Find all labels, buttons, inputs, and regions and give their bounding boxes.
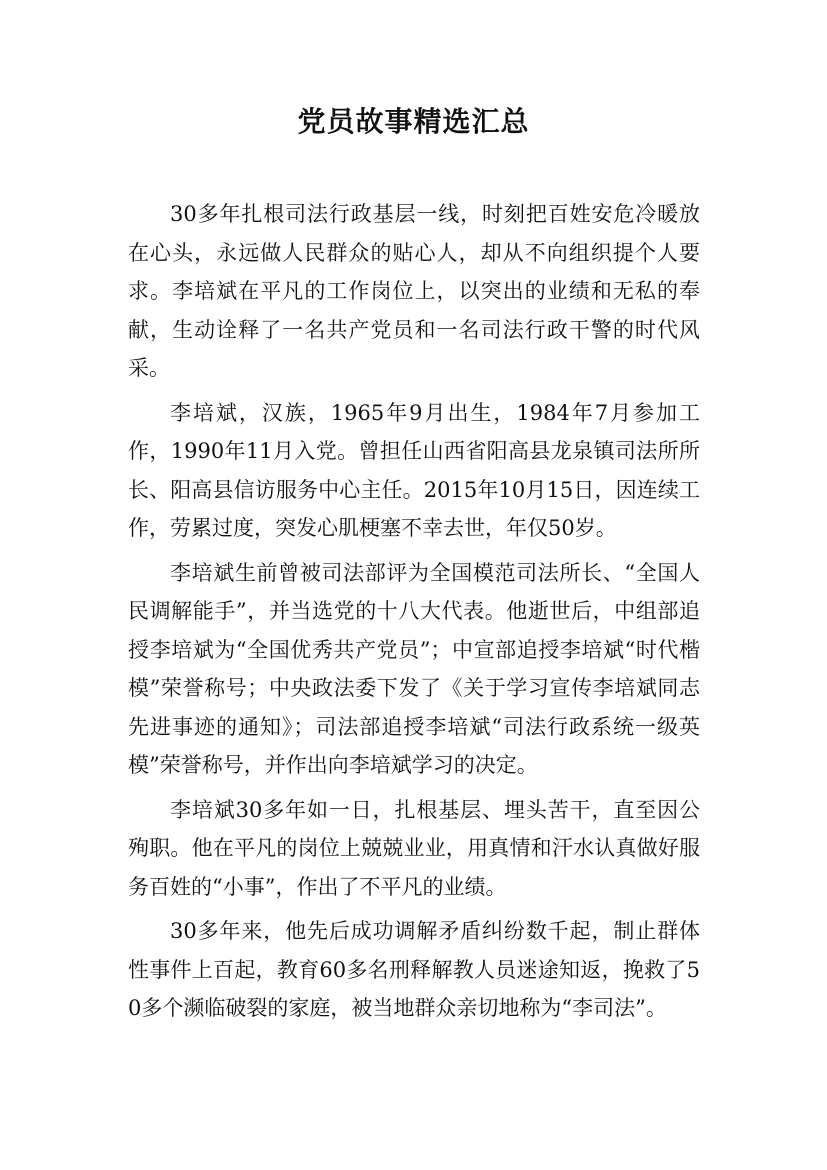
paragraph-1: 30多年扎根司法行政基层一线，时刻把百姓安危冷暖放在心头，永远做人民群众的贴心人，却从不向组织提个人要求。李培斌在平凡的工作岗位上，以突出的业绩和无私的奉献，生动诠释了一名共产党员和一名司法行政干警的时代风采。 [128, 202, 700, 380]
paragraph-2: 李培斌，汉族，1965年9月出生，1984年7月参加工作，1990年11月入党。曾担任山西省阳高县龙泉镇司法所所长、阳高县信访服务中心主任。2015年10月15日，因连续工作，劳累过度，突发心肌梗塞不幸去世，年仅50岁。 [128, 400, 700, 540]
document-body [128, 195, 700, 1034]
paragraph-4: 李培斌30多年如一日，扎根基层、埋头苦干，直至因公殉职。他在平凡的岗位上兢兢业业，用真情和汗水认真做好服务百姓的“小事”，作出了不平凡的业绩。 [128, 797, 700, 899]
paragraph-5: 30多年来，他先后成功调解矛盾纠纷数千起，制止群体性事件上百起，教育60多名刑释解教人员迷途知返，挽救了50多个濒临破裂的家庭，被当地群众亲切地称为“李司法”。 [128, 919, 700, 1020]
paragraph-3: 李培斌生前曾被司法部评为全国模范司法所长、“全国人民调解能手”，并当选党的十八大代表。他逝世后，中组部追授李培斌为“全国优秀共产党员”；中宣部追授李培斌“时代楷模”荣誉称号；中央政法委下发了《关于学习宣传李培斌同志先进事迹的通知》；司法部追授李培斌“司法行政系统一级英模”荣誉称号，并作出向李培斌学习的决定。 [128, 560, 700, 777]
document-title: 党员故事精选汇总 [297, 105, 530, 138]
